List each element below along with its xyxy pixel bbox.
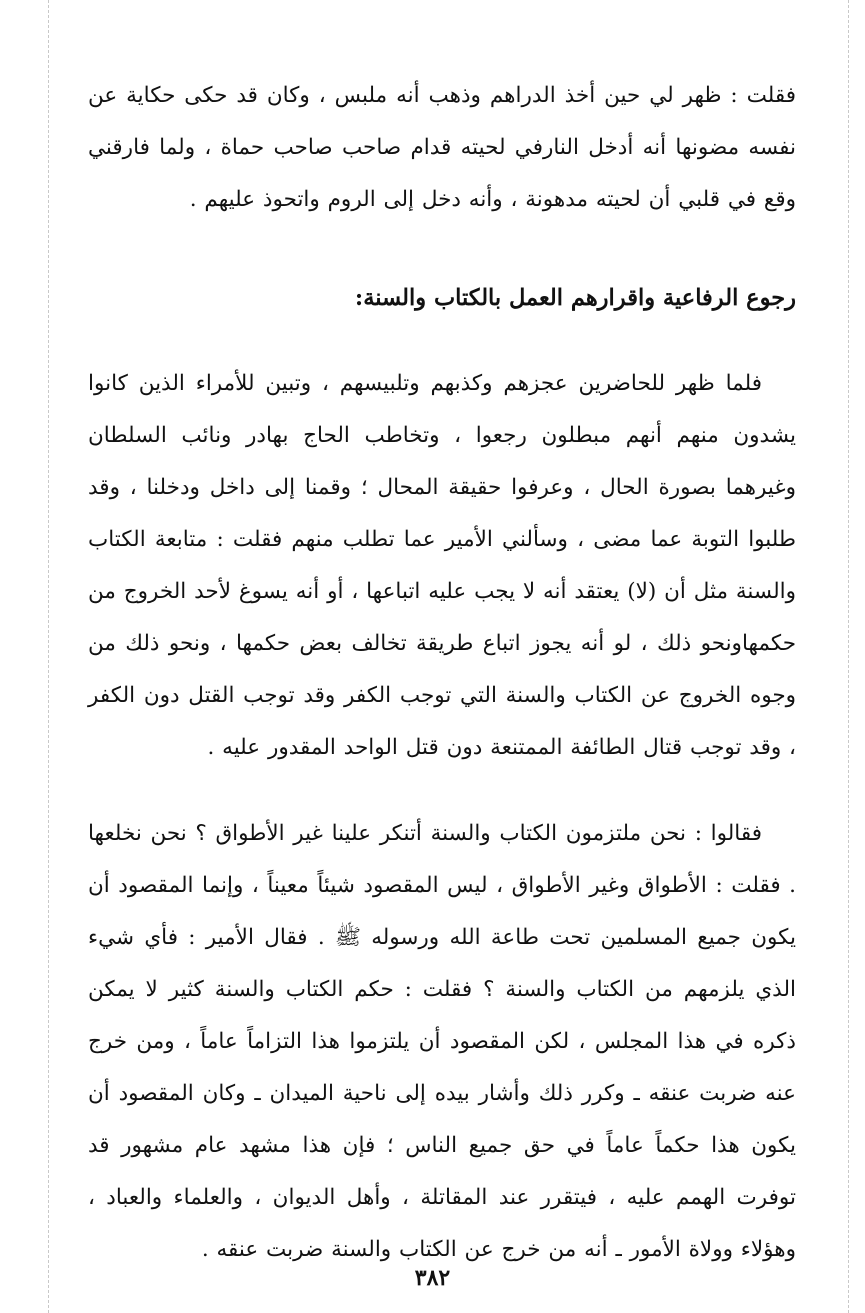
section-heading: رجوع الرفاعية واقرارهم العمل بالكتاب والسنة: xyxy=(354,285,796,311)
spacer xyxy=(88,318,796,358)
spacer xyxy=(88,226,796,278)
paragraph-3: فقالوا : نحن ملتزمون الكتاب والسنة أتنكر علينا غير الأطواق ؟ نحن نخلعها . فقلت : الأطواق وغير الأطواق ، ليس المقصود شيئاً معيناً ، وإنما المقصود أن يكون جميع المسلمين تحت طاعة الله ورسوله ﷺ . فقال الأمير : فأي شيء الذي يلزمهم من الكتاب والسنة ؟ فقلت : حكم الكتاب والسنة كثير لا يمكن ذكره في هذا المجلس ، لكن المقصود أن يلتزموا هذا التزاماً عاماً ، ومن خرج عنه ضربت عنقه ـ وكرر ذلك وأشار بيده إلى ناحية الميدان ـ وكان المقصود أن يكون هذا حكماً عاماً في حق جميع الناس ؛ فإن هذا مشهد عام مشهور قد توفرت الهمم عليه ، فيتقرر عند المقاتلة ، وأهل الديوان ، والعلماء والعباد ، وهؤلاء وولاة الأمور ـ أنه من خرج عن الكتاب والسنة ضربت عنقه . xyxy=(88,821,796,1262)
paragraph-1: فقلت : ظهر لي حين أخذ الدراهم وذهب أنه ملبس ، وكان قد حكى حكاية عن نفسه مضونها أنه أدخل النارفي لحيته قدام صاحب صاحب حماة ، ولما فارقني وقع في قلبي أن لحيته مدهونة ، وأنه دخل إلى الروم واتحوذ عليهم . xyxy=(88,83,796,212)
paragraph-2: فلما ظهر للحاضرين عجزهم وكذبهم وتلبيسهم ، وتبين للأمراء الذين كانوا يشدون منهم أنهم مبطلون رجعوا ، وتخاطب الحاج بهادر ونائب السلطان وغيرهما بصورة الحال ، وعرفوا حقيقة المحال ؛ وقمنا إلى داخل ودخلنا ، وقد طلبوا التوبة عما مضى ، وسألني الأمير عما تطلب منهم فقلت : متابعة الكتاب والسنة مثل أن (لا) يعتقد أنه لا يجب عليه اتباعها ، أو أنه يسوغ لأحد الخروج من حكمهاونحو ذلك ، لو أنه يجوز اتباع طريقة تخالف بعض حكمها ، ونحو ذلك من وجوه الخروج عن الكتاب والسنة التي توجب الكفر وقد توجب القتل دون الكفر ، وقد توجب قتال الطائفة الممتنعة دون قتل الواحد المقدور عليه . xyxy=(88,371,796,760)
page-body xyxy=(88,70,796,1270)
left-margin-guide xyxy=(48,0,49,1313)
page-number: ٣٨٢ xyxy=(414,1265,451,1291)
right-margin-guide xyxy=(848,0,849,1313)
spacer xyxy=(88,774,796,808)
